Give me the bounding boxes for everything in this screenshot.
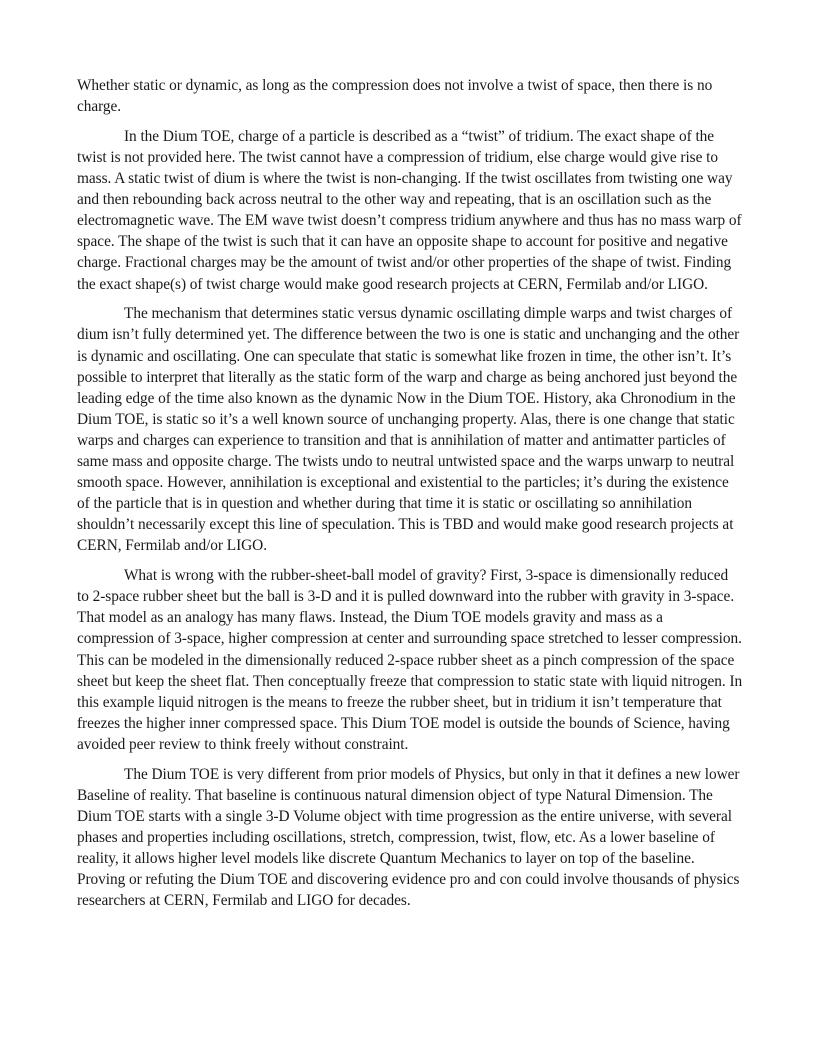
- paragraph-no-charge: Whether static or dynamic, as long as the compression does not involve a twist of space, then there is no charge.: [77, 77, 713, 116]
- paragraph-static-dynamic-mechanism: The mechanism that determines static versus dynamic oscillating dimple warps and twist charges of dium isn’t fully determined yet. The difference between the two is one is static and unchanging and the other is dynamic and oscillating. One can speculate that static is somewhat like frozen in time, the other isn’t. It’s possible to interpret that literally as the static form of the warp and charge as being anchored just beyond the leading edge of the time also known as the dynamic Now in the Dium TOE. History, aka Chronodium in the Dium TOE, is static so it’s a well known source of unchanging property. Alas, there is one change that static warps and charges can experience to transition and that is annihilation of matter and antimatter particles of same mass and opposite charge. The twists undo to neutral untwisted space and the warps unwarp to neutral smooth space. However, annihilation is exceptional and existential to the particles; it’s during the existence of the particle that is in question and whether during that time it is static or oscillating so annihilation shouldn’t necessarily except this line of speculation. This is TBD and would make good research projects at CERN, Fermilab and/or LIGO.: [77, 305, 740, 555]
- paragraph-dium-toe-baseline: The Dium TOE is very different from prior models of Physics, but only in that it defines a new lower Baseline of reality. That baseline is continuous natural dimension object of type Natural Dimension. The Dium TOE starts with a single 3-D Volume object with time progression as the entire universe, with several phases and properties including oscillations, stretch, compression, twist, flow, etc. As a lower baseline of reality, it allows higher level models like discrete Quantum Mechanics to layer on top of the baseline. Proving or refuting the Dium TOE and discovering evidence pro and con could involve thousands of physics researchers at CERN, Fermilab and LIGO for decades.: [77, 765, 740, 910]
- paragraph-charge-twist: In the Dium TOE, charge of a particle is described as a “twist” of tridium. The exact shape of the twist is not provided here. The twist cannot have a compression of tridium, else charge would give rise to mass. A static twist of dium is where the twist is non-changing. If the twist oscillates from twisting one way and then rebounding back across neutral to the other way and repeating, that is an oscillation such as the electromagnetic wave. The EM wave twist doesn’t compress tridium anywhere and thus has no mass warp of space. The shape of the twist is such that it can have an opposite shape to account for positive and negative charge. Fractional charges may be the amount of twist and/or other properties of the shape of twist. Finding the exact shape(s) of twist charge would make good research projects at CERN, Fermilab and/or LIGO.: [77, 127, 742, 293]
- document-page: [77, 75, 743, 920]
- paragraph-rubber-sheet-gravity: What is wrong with the rubber-sheet-ball model of gravity? First, 3-space is dimensionally reduced to 2-space rubber sheet but the ball is 3-D and it is pulled downward into the rubber with gravity in 3-space. That model as an analogy has many flaws. Instead, the Dium TOE models gravity and mass as a compression of 3-space, higher compression at center and surrounding space stretched to lesser compression. This can be modeled in the dimensionally reduced 2-space rubber sheet as a pinch compression of the space sheet but keep the sheet flat. Then conceptually freeze that compression to static state with liquid nitrogen. In this example liquid nitrogen is the means to freeze the rubber sheet, but in tridium it isn’t temperature that freezes the higher inner compressed space. This Dium TOE model is outside the bounds of Science, having avoided peer review to think freely without constraint.: [77, 567, 743, 753]
